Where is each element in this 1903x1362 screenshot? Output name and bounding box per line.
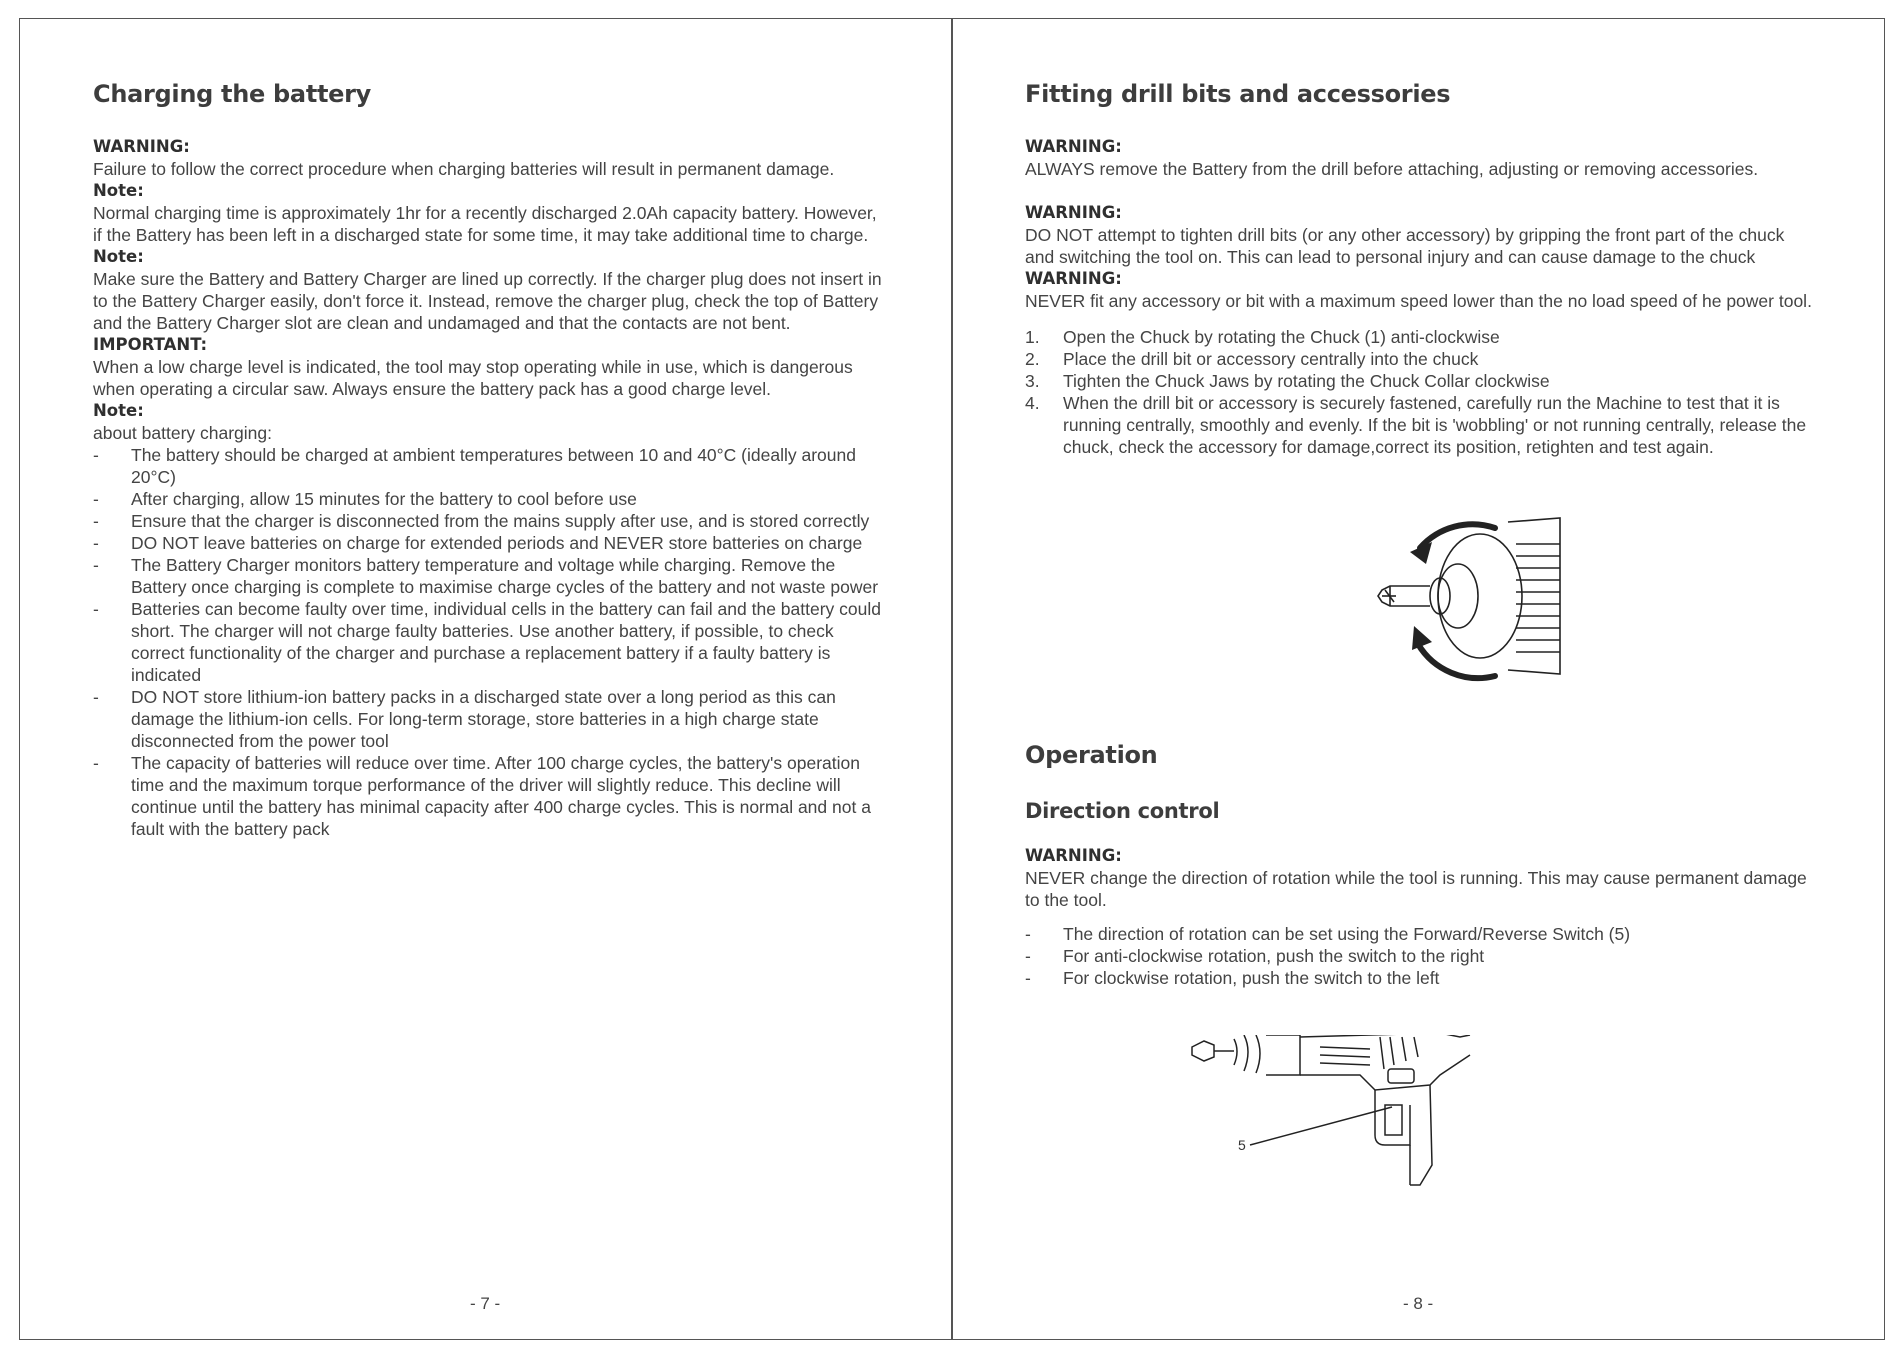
warning-label: WARNING:: [1025, 269, 1122, 288]
note-block: [93, 400, 883, 444]
block-label: Note:: [93, 401, 144, 420]
block-label: IMPORTANT:: [93, 335, 208, 354]
list-item-text: The capacity of batteries will reduce over time. After 100 charge cycles, the battery's operation time and the maximum torque performance of the driver will slightly reduce. This decline will continue until the battery has minimal capacity after 400 charge cycles. This is normal and not a fault with the battery pack: [131, 753, 871, 839]
page-number-right: - 8 -: [1403, 1294, 1434, 1313]
warning-text: ALWAYS remove the Battery from the drill before attaching, adjusting or removing accessories.: [1025, 159, 1759, 179]
list-item: - DO NOT store lithium-ion battery packs in a discharged state over a long period as this can damage the lithium-ion cells. For long-term storage, store batteries in a high charge state disconnected from the power tool: [93, 687, 836, 751]
left-page: [93, 80, 883, 840]
list-item: - DO NOT leave batteries on charge for extended periods and NEVER store batteries on charge: [93, 533, 863, 553]
list-item: - For clockwise rotation, push the switch to the left: [1025, 968, 1440, 988]
block-text: about battery charging:: [93, 423, 273, 443]
list-item: - After charging, allow 15 minutes for the battery to cool before use: [93, 489, 637, 509]
subsection-title-direction: Direction control: [1025, 799, 1220, 823]
step-text: Open the Chuck by rotating the Chuck (1) anti-clockwise: [1063, 327, 1500, 347]
block-text: When a low charge level is indicated, the tool may stop operating while in use, which is dangerous when operating a circular saw. Always ensure the battery pack has a good charge level.: [93, 357, 853, 399]
list-item-text: Batteries can become faulty over time, individual cells in the battery can fail and the battery could short. The charger will not charge faulty batteries. Use another battery, if possible, to check correct functionality of the charger and purchase a replacement battery if a faulty battery is indicated: [131, 599, 881, 685]
warning-label: WARNING:: [1025, 846, 1122, 865]
warning-text: NEVER fit any accessory or bit with a maximum speed lower than the no load speed of he power tool.: [1025, 291, 1812, 311]
charging-bullet-list: [93, 444, 883, 840]
block-label: Note:: [93, 247, 144, 266]
list-item: - Ensure that the charger is disconnected from the mains supply after use, and is stored correctly: [93, 511, 870, 531]
list-item-text: For clockwise rotation, push the switch to the left: [1063, 968, 1440, 988]
warning-label: WARNING:: [1025, 137, 1122, 156]
list-item-text: The battery should be charged at ambient temperatures between 10 and 40°C (ideally around 20°C): [131, 445, 856, 487]
step-number: 2.: [1025, 349, 1040, 369]
warning-text: NEVER change the direction of rotation while the tool is running. This may cause permanent damage to the tool.: [1025, 868, 1807, 910]
block-text: Make sure the Battery and Battery Charger are lined up correctly. If the charger plug does not insert in to the Battery Charger easily, don't force it. Instead, remove the charger plug, check the top of Battery and the Battery Charger slot are clean and undamaged and that the contacts are not bent.: [93, 269, 882, 333]
list-item-text: The Battery Charger monitors battery temperature and voltage while charging. Remove the Battery once charging is complete to maximise charge cycles of the battery and not waste power: [131, 555, 879, 597]
fitting-steps-list: [1025, 326, 1815, 458]
step-text: Place the drill bit or accessory centrally into the chuck: [1063, 349, 1479, 369]
block-label: WARNING:: [93, 137, 190, 156]
list-item: [1025, 392, 1815, 458]
list-item-text: Ensure that the charger is disconnected from the mains supply after use, and is stored correctly: [131, 511, 870, 531]
step-number: 4.: [1025, 393, 1040, 413]
note-block: [93, 180, 883, 246]
page-number-left: - 7 -: [470, 1294, 501, 1313]
note-block: [93, 246, 883, 334]
step-text: When the drill bit or accessory is securely fastened, carefully run the Machine to test that it is running centrally, smoothly and evenly. If the bit is 'wobbling' or not running centrally, release the chuck, check the accessory for damage,correct its position, retighten and test again.: [1063, 393, 1807, 457]
section-title-operation: Operation: [1025, 741, 1158, 769]
left-blocks: [93, 136, 883, 444]
step-number: 1.: [1025, 327, 1040, 347]
step-number: 3.: [1025, 371, 1040, 391]
block-text: Failure to follow the correct procedure when charging batteries will result in permanent damage.: [93, 159, 835, 179]
direction-bullet-list: [1025, 923, 1815, 989]
page-divider: [951, 18, 953, 1340]
list-item: - The battery should be charged at ambient temperatures between 10 and 40°C (ideally around 20°C): [93, 445, 856, 487]
right-page: [1025, 80, 1815, 1195]
block-label: Note:: [93, 181, 144, 200]
chuck-rotation-illustration: [1330, 514, 1570, 689]
list-item: - The capacity of batteries will reduce over time. After 100 charge cycles, the battery's operation time and the maximum torque performance of the driver will slightly reduce. This decline will continue until the battery has minimal capacity after 400 charge cycles. This is normal and not a fault with the battery pack: [93, 753, 871, 839]
warning-text: DO NOT attempt to tighten drill bits (or any other accessory) by gripping the front part of the chuck and switching the tool on. This can lead to personal injury and can cause damage to the chuck: [1025, 225, 1785, 267]
callout-label-5: 5: [1238, 1137, 1246, 1153]
drill-switch-illustration: [1170, 1035, 1570, 1195]
list-item-text: For anti-clockwise rotation, push the switch to the right: [1063, 946, 1485, 966]
list-item-text: The direction of rotation can be set using the Forward/Reverse Switch (5): [1063, 924, 1631, 944]
list-item: [1025, 370, 1815, 392]
list-item: - Batteries can become faulty over time, individual cells in the battery can fail and the battery could short. The charger will not charge faulty batteries. Use another battery, if possible, to check correct functionality of the charger and purchase a replacement battery if a faulty battery is indicated: [93, 599, 881, 685]
list-item: - The direction of rotation can be set using the Forward/Reverse Switch (5): [1025, 924, 1631, 944]
list-item: [1025, 348, 1815, 370]
important-block: [93, 334, 883, 400]
step-text: Tighten the Chuck Jaws by rotating the Chuck Collar clockwise: [1063, 371, 1550, 391]
block-text: Normal charging time is approximately 1hr for a recently discharged 2.0Ah capacity battery. However, if the Battery has been left in a discharged state for some time, it may take additional time to charge.: [93, 203, 877, 245]
list-item: - The Battery Charger monitors battery temperature and voltage while charging. Remove the Battery once charging is complete to maximise charge cycles of the battery and not waste power: [93, 555, 879, 597]
list-item: - For anti-clockwise rotation, push the switch to the right: [1025, 946, 1485, 966]
section-title-fitting: Fitting drill bits and accessories: [1025, 80, 1451, 108]
list-item-text: DO NOT store lithium-ion battery packs in a discharged state over a long period as this can damage the lithium-ion cells. For long-term storage, store batteries in a high charge state disconnected from the power tool: [131, 687, 836, 751]
section-title-charging: Charging the battery: [93, 80, 372, 108]
list-item-text: DO NOT leave batteries on charge for extended periods and NEVER store batteries on charge: [131, 533, 863, 553]
list-item-text: After charging, allow 15 minutes for the battery to cool before use: [131, 489, 637, 509]
list-item: [1025, 326, 1815, 348]
warning-label: WARNING:: [1025, 203, 1122, 222]
warning-block: [93, 136, 883, 180]
